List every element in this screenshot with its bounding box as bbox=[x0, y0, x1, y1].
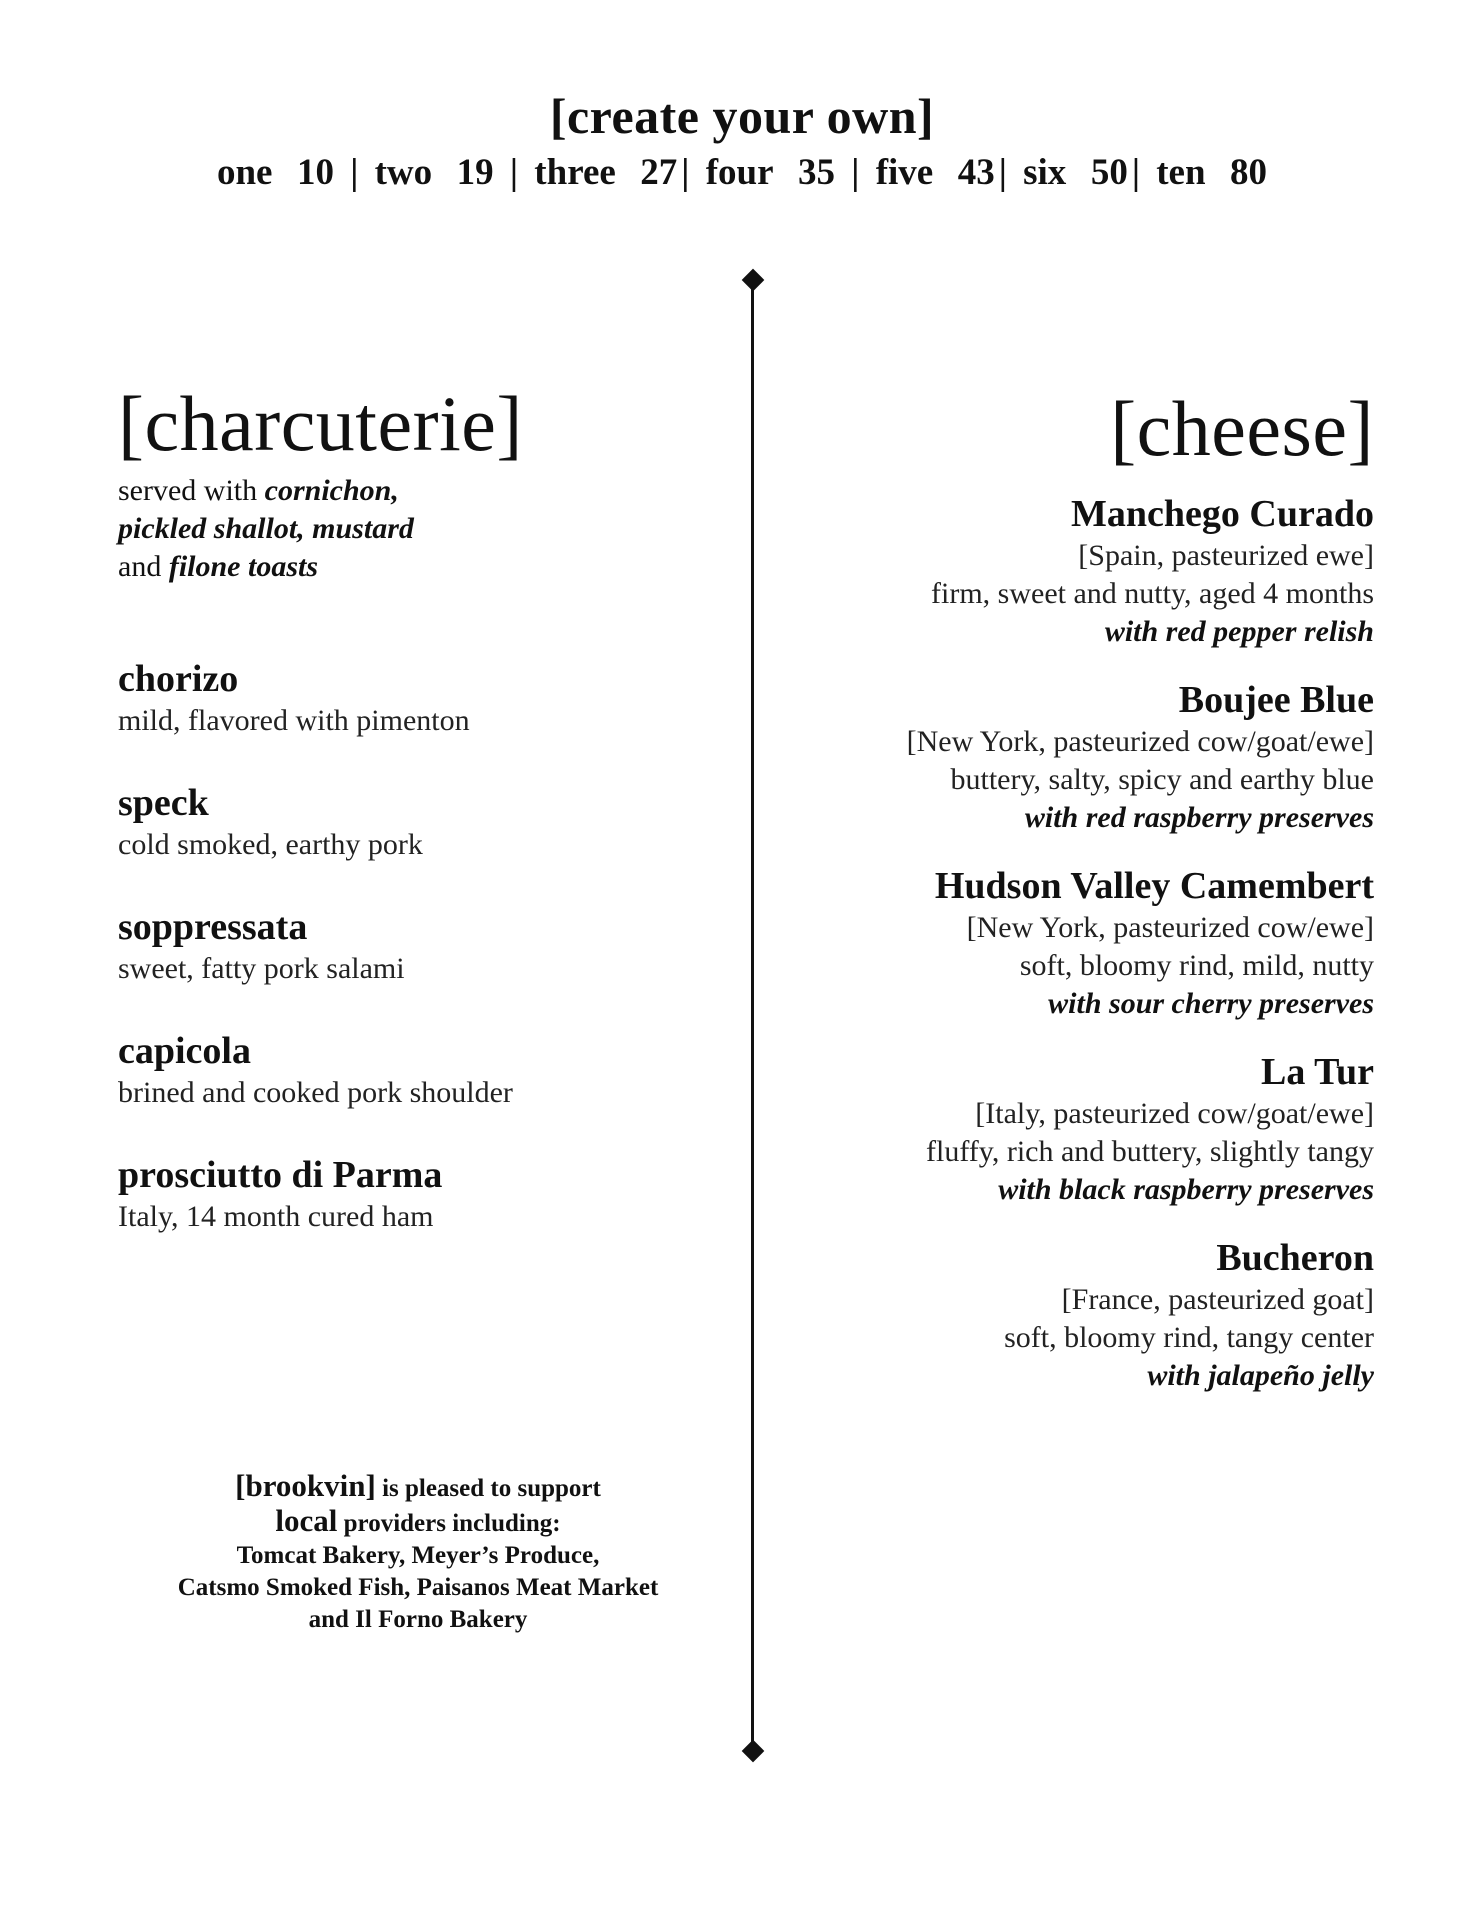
item-description: cold smoked, earthy pork bbox=[118, 828, 423, 861]
item-pairing: with black raspberry preserves bbox=[998, 1173, 1374, 1206]
price-separator: | bbox=[1131, 152, 1140, 193]
charcuterie-section bbox=[118, 380, 718, 1276]
item-description: Italy, 14 month cured ham bbox=[118, 1200, 434, 1233]
cheese-item bbox=[734, 863, 1374, 1023]
item-description: brined and cooked pork shoulder bbox=[118, 1076, 513, 1109]
price-tier: three 27 bbox=[534, 152, 678, 193]
served-item: filone toasts bbox=[168, 550, 319, 583]
price-separator: | bbox=[998, 152, 1007, 193]
item-description: firm, sweet and nutty, aged 4 months bbox=[931, 577, 1374, 610]
item-description: sweet, fatty pork salami bbox=[118, 952, 405, 985]
item-name: speck bbox=[118, 782, 209, 824]
item-name: Manchego Curado bbox=[1071, 493, 1374, 535]
price-tier: five 43 bbox=[875, 152, 995, 193]
cheese-item bbox=[734, 1049, 1374, 1209]
item-description: fluffy, rich and buttery, slightly tangy bbox=[926, 1135, 1374, 1168]
price-tiers bbox=[0, 148, 1484, 198]
item-name: Hudson Valley Camembert bbox=[934, 865, 1374, 907]
charcuterie-item bbox=[118, 1152, 718, 1236]
charcuterie-served-with: served with cornichon, pickled shallot, mustard and filone toasts bbox=[118, 474, 414, 583]
item-description: soft, bloomy rind, mild, nutty bbox=[1019, 949, 1374, 982]
price-tier: six 50 bbox=[1023, 152, 1128, 193]
page-title: [create your own] bbox=[549, 88, 935, 144]
charcuterie-list bbox=[118, 656, 718, 1236]
item-name: chorizo bbox=[118, 658, 239, 700]
item-pairing: with red raspberry preserves bbox=[1024, 801, 1374, 834]
price-tier: two 19 bbox=[374, 152, 494, 193]
cheese-list bbox=[734, 491, 1374, 1395]
brand-name: [brookvin] bbox=[235, 1468, 376, 1503]
price-tier: ten 80 bbox=[1156, 152, 1268, 193]
charcuterie-item bbox=[118, 1028, 718, 1112]
cheese-title: [cheese] bbox=[1110, 385, 1374, 472]
charcuterie-item bbox=[118, 780, 718, 864]
local-providers-note: [brookvin] is pleased to support local providers including: Tomcat Bakery, Meyer’s Produce, Catsmo Smoked Fish, Paisanos Meat Market and Il Forno Bakery bbox=[177, 1468, 659, 1633]
charcuterie-item bbox=[118, 656, 718, 740]
item-name: soppressata bbox=[118, 906, 308, 948]
item-pairing: with jalapeño jelly bbox=[1147, 1359, 1374, 1392]
served-item: cornichon, bbox=[264, 474, 399, 507]
item-name: La Tur bbox=[1260, 1051, 1374, 1093]
cheese-section bbox=[734, 385, 1374, 1421]
cheese-item bbox=[734, 677, 1374, 837]
item-origin: [New York, pasteurized cow/ewe] bbox=[966, 911, 1374, 944]
served-item: pickled shallot, mustard bbox=[118, 512, 414, 545]
item-pairing: with sour cherry preserves bbox=[1048, 987, 1374, 1020]
item-name: Bucheron bbox=[1216, 1237, 1374, 1279]
item-description: buttery, salty, spicy and earthy blue bbox=[950, 763, 1374, 796]
item-name: Boujee Blue bbox=[1178, 679, 1374, 721]
item-origin: [Spain, pasteurized ewe] bbox=[1078, 539, 1374, 572]
item-pairing: with red pepper relish bbox=[1104, 615, 1374, 648]
price-tier: one 10 bbox=[216, 152, 334, 193]
price-separator: | bbox=[350, 152, 359, 193]
divider-bottom-diamond bbox=[742, 1740, 765, 1763]
item-description: mild, flavored with pimenton bbox=[118, 704, 470, 737]
item-description: soft, bloomy rind, tangy center bbox=[1004, 1321, 1374, 1354]
cheese-item bbox=[734, 1235, 1374, 1395]
item-origin: [Italy, pasteurized cow/goat/ewe] bbox=[975, 1097, 1374, 1130]
item-origin: [France, pasteurized goat] bbox=[1061, 1283, 1374, 1316]
cheese-item bbox=[734, 491, 1374, 651]
price-separator: | bbox=[851, 152, 860, 193]
charcuterie-item bbox=[118, 904, 718, 988]
menu-header bbox=[0, 86, 1484, 198]
item-name: capicola bbox=[118, 1030, 251, 1072]
charcuterie-title: [charcuterie] bbox=[118, 380, 523, 467]
item-name: prosciutto di Parma bbox=[118, 1154, 443, 1196]
price-separator: | bbox=[509, 152, 519, 193]
price-tier: four 35 bbox=[705, 152, 836, 193]
item-origin: [New York, pasteurized cow/goat/ewe] bbox=[906, 725, 1374, 758]
price-separator: | bbox=[681, 152, 690, 193]
